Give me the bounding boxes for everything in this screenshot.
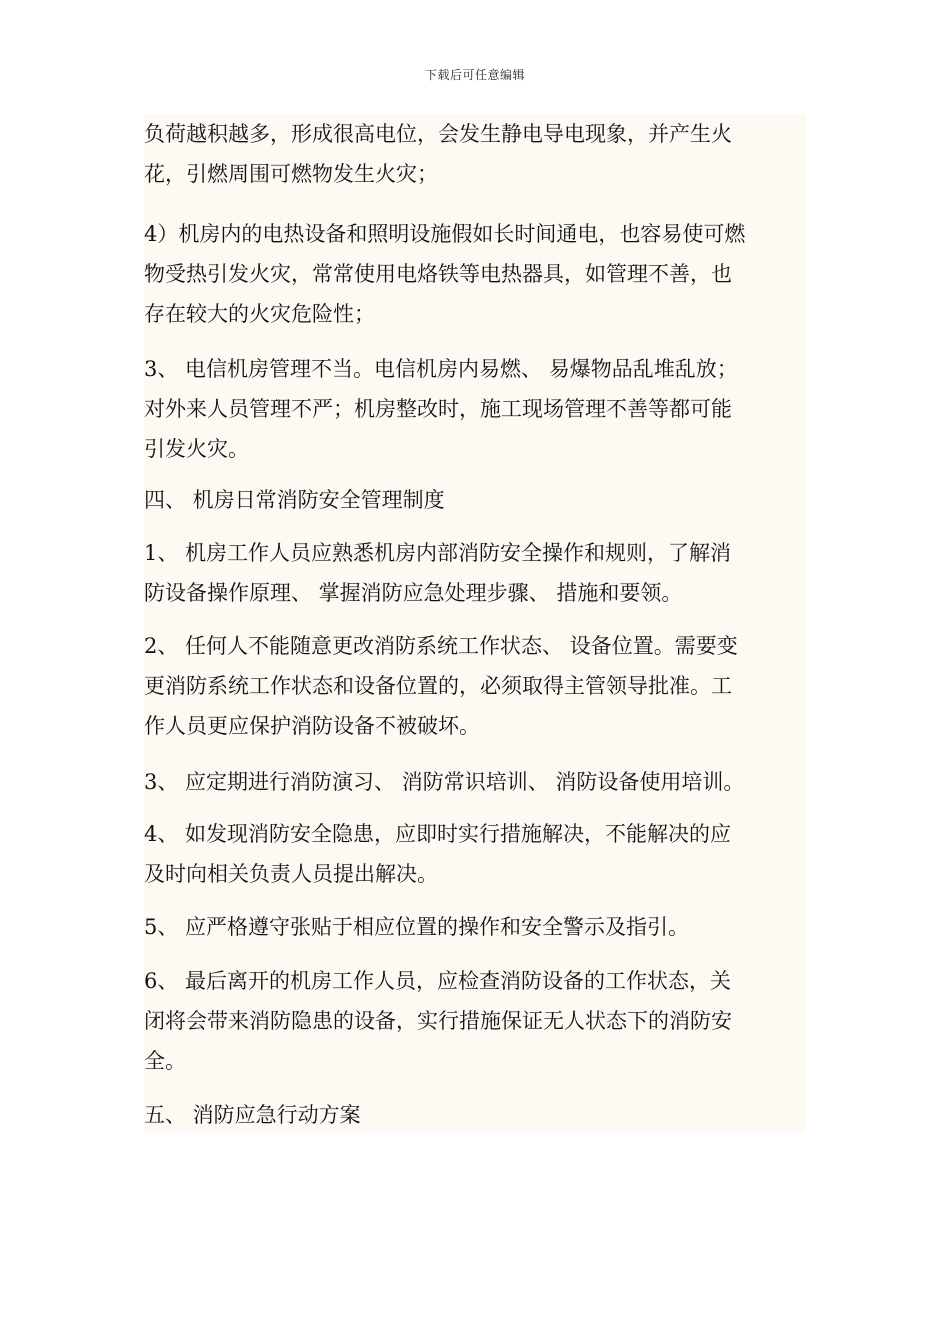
text-line: 负荷越积越多，形成很高电位，会发生静电导电现象，并产生火: [144, 122, 732, 146]
section-heading-five: [144, 1095, 806, 1135]
text-line: 存在较大的火灾危险性；: [144, 302, 375, 326]
text-line: 3、 应定期进行消防演习、 消防常识培训、 消防设备使用培训。: [144, 770, 745, 794]
text-line: 对外来人员管理不严；机房整改时，施工现场管理不善等都可能: [144, 397, 732, 421]
paragraph-electric-heating: [144, 214, 806, 334]
page-header: 下载后可任意编辑: [424, 68, 525, 82]
document-body: [144, 114, 806, 1132]
text-line: 防设备操作原理、 掌握消防应急处理步骤、 措施和要领。: [144, 581, 683, 605]
text-line: 5、 应严格遵守张贴于相应位置的操作和安全警示及指引。: [144, 915, 690, 939]
text-line: 物受热引发火灾，常常使用电烙铁等电热器具，如管理不善，也: [144, 262, 732, 286]
text-line: 1、 机房工作人员应熟悉机房内部消防安全操作和规则，了解消: [144, 541, 732, 565]
rule-item-6: [144, 961, 806, 1081]
rule-item-1: [144, 533, 806, 613]
text-line: 4）机房内的电热设备和照明设施假如长时间通电，也容易使可燃: [144, 222, 746, 246]
text-line: 6、 最后离开的机房工作人员，应检查消防设备的工作状态，关: [144, 969, 732, 993]
text-line: 4、 如发现消防安全隐患，应即时实行措施解决，不能解决的应: [144, 822, 732, 846]
paragraph-room-management: [144, 349, 806, 469]
rule-item-2: [144, 626, 806, 746]
text-line: 2、 任何人不能随意更改消防系统工作状态、 设备位置。需要变: [144, 634, 738, 658]
paragraph-static-electricity: [144, 114, 806, 194]
text-line: 更消防系统工作状态和设备位置的，必须取得主管领导批准。工: [144, 674, 732, 698]
text-line: 花，引燃周围可燃物发生火灾；: [144, 162, 438, 186]
text-line: 全。: [144, 1049, 186, 1073]
section-heading-four: [144, 480, 806, 520]
rule-item-3: [144, 762, 806, 802]
text-line: 3、 电信机房管理不当。电信机房内易燃、 易爆物品乱堆乱放；: [144, 357, 738, 381]
heading-text: 五、 消防应急行动方案: [144, 1103, 361, 1127]
rule-item-5: [144, 907, 806, 947]
heading-text: 四、 机房日常消防安全管理制度: [144, 488, 445, 512]
text-line: 作人员更应保护消防设备不被破坏。: [144, 714, 480, 738]
rule-item-4: [144, 814, 806, 894]
text-line: 引发火灾。: [144, 437, 249, 461]
text-line: 闭将会带来消防隐患的设备，实行措施保证无人状态下的消防安: [144, 1009, 732, 1033]
text-line: 及时向相关负责人员提出解决。: [144, 862, 438, 886]
